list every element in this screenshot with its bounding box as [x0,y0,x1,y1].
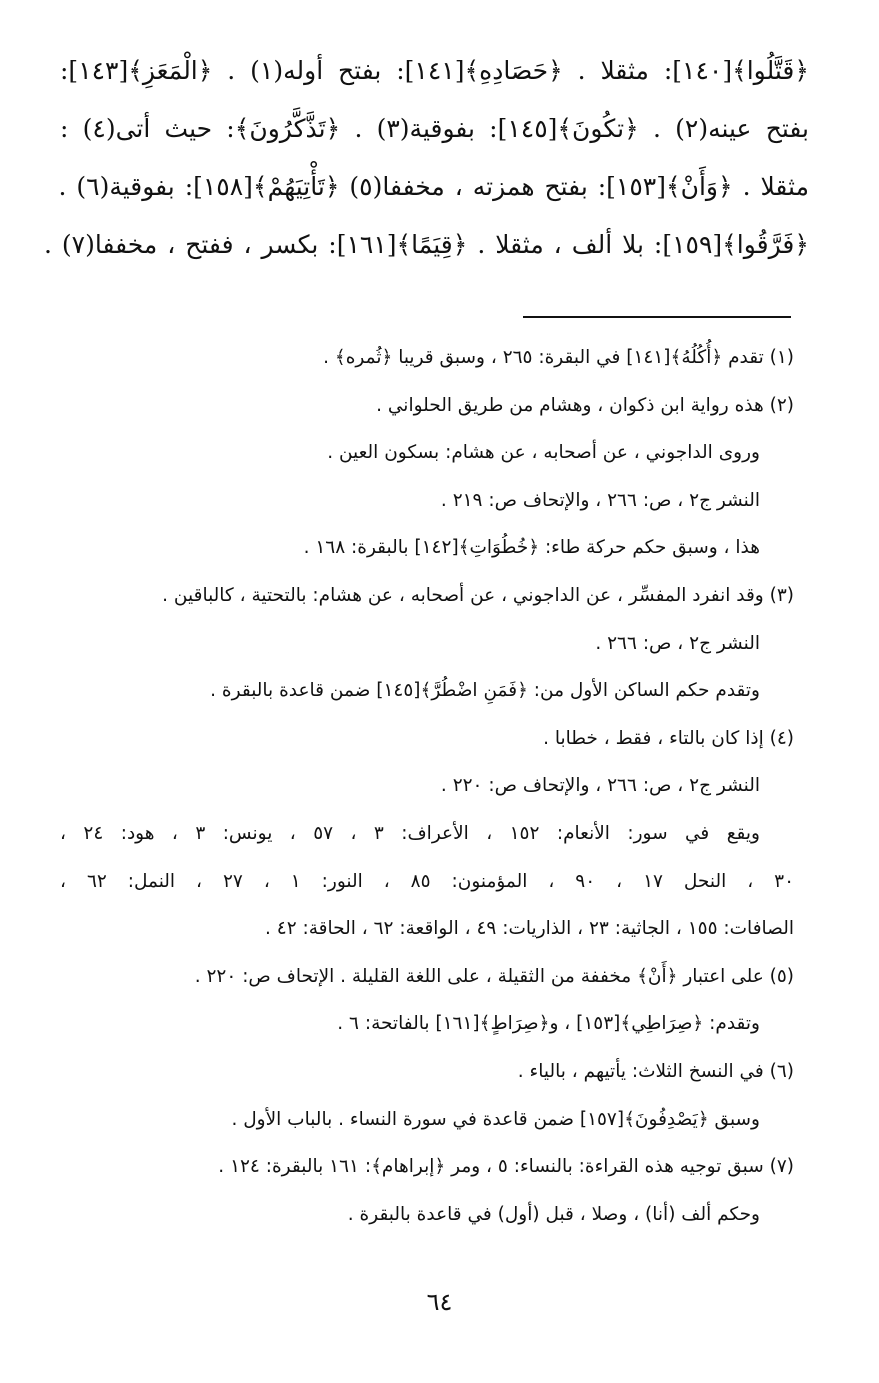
main-text-line: ﴿قَتَّلُوا﴾[١٤٠]: مثقلا . ﴿حَصَادِهِ﴾[١٤١]: بفتح أوله(١) . ﴿الْمَعَزِ﴾[١٤٣]: [60,56,810,85]
footnote-5: (٥) على اعتبار ﴿أَنْ﴾ مخففة من الثقيلة ، على اللغة القليلة . الإتحاف ص: ٢٢٠ . [194,965,794,987]
footnote-7: (٧) سبق توجيه هذه القراءة: بالنساء: ٥ ، ومر ﴿إبراهام﴾: ١٦١ بالبقرة: ١٢٤ . [218,1156,794,1178]
footnote-5-continuation: وتقدم: ﴿صِرَاطِي﴾[١٥٣] ، و﴿صِرَاطٍ﴾[١٦١] بالفاتحة: ٦ . [337,1013,760,1035]
footnote-2: (٢) هذه رواية ابن ذكوان ، وهشام من طريق الحلواني . [376,394,794,416]
page-number: ٦٤ [426,1288,453,1316]
footnotes-block [60,334,794,1238]
footnote-4-reference: النشر ج٢ ، ص: ٢٦٦ ، والإتحاف ص: ٢٢٠ . [440,775,760,797]
main-text-line: بفتح عينه(٢) . ﴿تكُونَ﴾[١٤٥]: بفوقية(٣) . ﴿تَذَّكَّرُونَ﴾: حيث أتى(٤) : [60,114,809,143]
footnote-4-continuation: الصافات: ١٥٥ ، الجاثية: ٢٣ ، الذاريات: ٤٩ ، الواقعة: ٦٢ ، الحاقة: ٤٢ . [265,918,794,940]
footnote-separator [523,316,791,318]
footnote-6: (٦) في النسخ الثلاث: يأتيهم ، بالياء . [517,1060,794,1082]
footnote-2-continuation: وروى الداجوني ، عن أصحابه ، عن هشام: بسكون العين . [327,442,760,464]
footnote-4-continuation: ويقع في سور: الأنعام: ١٥٢ ، الأعراف: ٣ ، ٥٧ ، يونس: ٣ ، هود: ٢٤ ، [60,822,760,844]
footnote-3: (٣) وقد انفرد المفسِّر ، عن الداجوني ، عن أصحابه ، عن هشام: بالتحتية ، كالباقين . [162,584,794,606]
footnote-6-continuation: وسبق ﴿يَصْدِفُونَ﴾[١٥٧] ضمن قاعدة في سورة النساء . بالباب الأول . [231,1108,760,1130]
footnote-1: (١) تقدم ﴿أُكُلُهُ﴾[١٤١] في البقرة: ٢٦٥ ، وسبق قريبا ﴿ثُمره﴾ . [323,347,794,368]
main-text-block [44,42,810,274]
footnote-3-continuation: وتقدم حكم الساكن الأول من: ﴿فَمَنِ اضْطُرَّ﴾[١٤٥] ضمن قاعدة بالبقرة . [210,680,760,702]
footnote-4-continuation: ٣٠ ، النحل ١٧ ، ٩٠ ، المؤمنون: ٨٥ ، النور: ١ ، ٢٧ ، النمل: ٦٢ ، [60,870,795,892]
footnote-3-reference: النشر ج٢ ، ص: ٢٦٦ . [595,632,760,654]
footnote-2-reference: النشر ج٢ ، ص: ٢٦٦ ، والإتحاف ص: ٢١٩ . [440,489,760,511]
footnote-2-continuation: هذا ، وسبق حكم حركة طاء: ﴿خُطُوَاتِ﴾[١٤٢] بالبقرة: ١٦٨ . [303,537,760,559]
main-text-line: مثقلا . ﴿وَأَنْ﴾[١٥٣]: بفتح همزته ، مخففا(٥) ﴿تَأْتِيَهُمْ﴾[١٥٨]: بفوقية(٦) . [58,172,809,201]
main-text-line: ﴿فَرَّقُوا﴾[١٥٩]: بلا ألف ، مثقلا . ﴿قِيَمًا﴾[١٦١]: بكسر ، ففتح ، مخففا(٧) . [44,230,809,259]
footnote-4: (٤) إذا كان بالتاء ، فقط ، خطابا . [543,727,794,749]
footnote-7-continuation: وحكم ألف (أنا) ، وصلا ، قبل (أول) في قاعدة بالبقرة . [347,1203,760,1225]
